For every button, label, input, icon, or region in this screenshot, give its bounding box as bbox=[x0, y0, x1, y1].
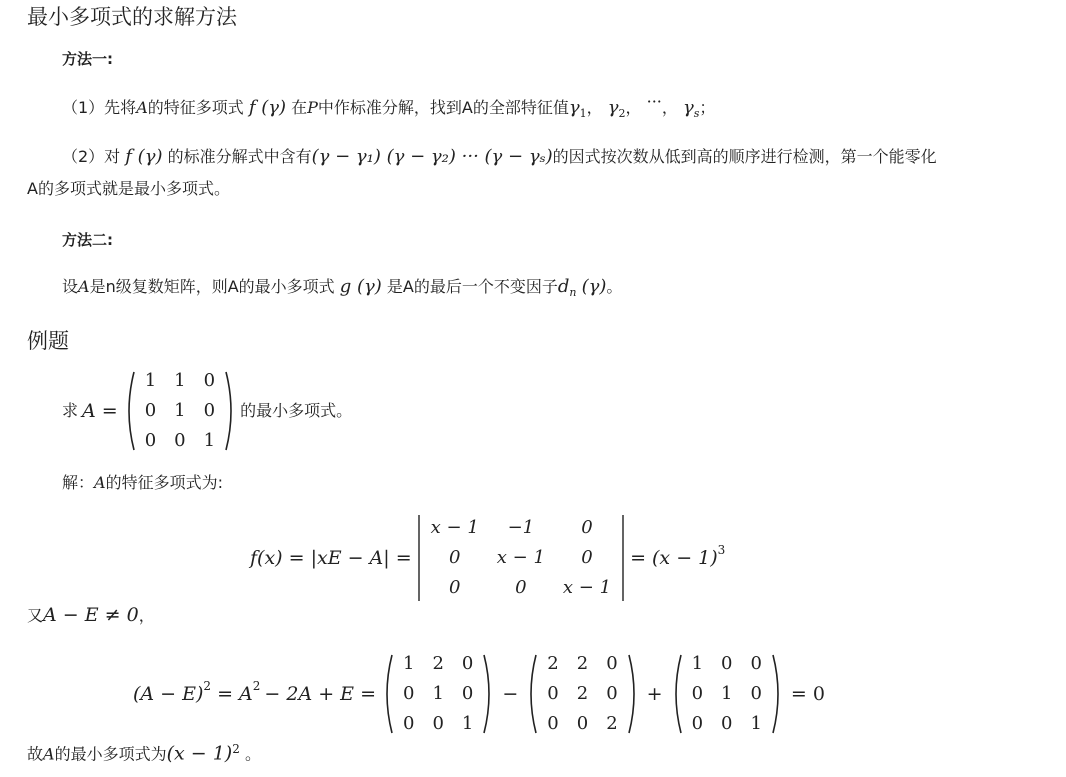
matrix-row bbox=[136, 396, 224, 426]
m3-left-paren bbox=[669, 653, 683, 735]
matrix-cell: 2 bbox=[576, 653, 589, 674]
square-equation: (A − E) $^2$ = A $^2$ − 2A + E = 1 2 0 0 1 0 0 0 1 − 2 2 0 0 2 0 0 0 2 + 1 0 0 0 1 0 0 0 1 = 0 bbox=[133, 649, 825, 739]
matrix-cell: 0 bbox=[606, 653, 618, 674]
matrix-cell: x − 1 bbox=[496, 547, 545, 568]
matrix-cell: 0 bbox=[432, 713, 444, 734]
matrix-cell: 0 bbox=[581, 547, 593, 568]
matrix-cell: 0 bbox=[606, 683, 618, 704]
matrix-cell: 0 bbox=[721, 713, 733, 734]
method2-text: 设A是n级复数矩阵，则A的最小多项式 g (γ) 是A的最后一个不变因子$d_n$ (γ)。 bbox=[62, 276, 623, 300]
matrix-row bbox=[422, 513, 620, 543]
matrix-right-paren bbox=[224, 370, 238, 452]
matrix-row bbox=[683, 709, 771, 739]
example-prompt: 求 A = 1 1 0 0 1 0 0 0 1 的最小多项式。 bbox=[62, 366, 352, 456]
matrix-cell: 0 bbox=[691, 683, 704, 704]
m3-right-paren bbox=[771, 653, 785, 735]
matrix-row bbox=[683, 679, 771, 709]
matrix-A bbox=[136, 366, 224, 456]
matrix-cell: 0 bbox=[448, 577, 461, 598]
matrix-cell: 1 bbox=[403, 653, 415, 674]
conclusion-line: 故A的最小多项式为$(x - 1)^2$ 。 bbox=[27, 742, 261, 765]
determinant-equation: f(x) = |xE − A| = x − 1 −1 0 0 x − 1 0 0 0 x − 1 = (x − 1) $^3$ bbox=[250, 513, 725, 603]
matrix-row bbox=[538, 679, 626, 709]
matrix-cell: 2 bbox=[576, 683, 589, 704]
matrix-row bbox=[394, 709, 482, 739]
page-title: 最小多项式的求解方法 bbox=[27, 5, 237, 29]
method2-heading: 方法二: bbox=[62, 231, 113, 249]
matrix-cell: 1 bbox=[691, 653, 704, 674]
matrix-cell: 2 bbox=[432, 653, 444, 674]
matrix-cell: 1 bbox=[174, 400, 186, 421]
example-heading: 例题 bbox=[27, 329, 69, 353]
matrix-row bbox=[394, 649, 482, 679]
matrix-cell: 0 bbox=[691, 713, 704, 734]
matrix-cell: 2 bbox=[547, 653, 559, 674]
matrix-cell: 1 bbox=[174, 370, 186, 391]
matrix-cell: 1 bbox=[203, 430, 216, 451]
matrix-m2 bbox=[538, 649, 626, 739]
matrix-cell: 2 bbox=[606, 713, 618, 734]
m2-right-paren bbox=[627, 653, 641, 735]
matrix-row bbox=[422, 573, 620, 603]
matrix-cell: 0 bbox=[174, 430, 186, 451]
matrix-cell: 0 bbox=[144, 430, 157, 451]
solution-intro: 解：A的特征多项式为: bbox=[62, 473, 223, 492]
matrix-cell: 0 bbox=[515, 577, 527, 598]
matrix-cell: 1 bbox=[144, 370, 157, 391]
matrix-row bbox=[422, 543, 620, 573]
matrix-cell: 0 bbox=[576, 713, 589, 734]
matrix-cell: 0 bbox=[750, 683, 762, 704]
matrix-cell: 0 bbox=[403, 683, 415, 704]
matrix-row bbox=[538, 649, 626, 679]
matrix-cell: x − 1 bbox=[562, 577, 612, 598]
matrix-cell: 1 bbox=[461, 713, 474, 734]
matrix-cell: 0 bbox=[144, 400, 157, 421]
method1-step2: （2）对 f (γ) 的标准分解式中含有(γ − γ₁) (γ − γ₂) ··· (γ − γₛ)的因式按次数从低到高的顺序进行检测，第一个能零化 bbox=[62, 146, 937, 167]
matrix-m3 bbox=[683, 649, 771, 739]
method1-step2-line2: A的多项式就是最小多项式。 bbox=[27, 179, 230, 198]
method1-step1: （1）先将A的特征多项式 f (γ) 在P中作标准分解，找到A的全部特征值$\gamma_1$， $\gamma_2$， ···， $\gamma_s$； bbox=[62, 92, 716, 121]
matrix-cell: 0 bbox=[203, 400, 216, 421]
method1-heading: 方法一: bbox=[62, 50, 113, 68]
matrix-m1 bbox=[394, 649, 482, 739]
matrix-row bbox=[136, 366, 224, 396]
matrix-cell: 0 bbox=[203, 370, 216, 391]
matrix-cell: 1 bbox=[432, 683, 444, 704]
matrix-cell: 0 bbox=[403, 713, 415, 734]
matrix-row bbox=[136, 426, 224, 456]
matrix-cell: 0 bbox=[547, 683, 559, 704]
matrix-cell: 0 bbox=[461, 683, 474, 704]
matrix-cell: −1 bbox=[507, 517, 535, 538]
again-line: 又A − E ≠ 0， bbox=[27, 604, 155, 626]
matrix-left-paren bbox=[122, 370, 136, 452]
m1-right-paren bbox=[482, 653, 496, 735]
determinant-matrix bbox=[422, 513, 620, 603]
matrix-row bbox=[394, 679, 482, 709]
matrix-cell: x − 1 bbox=[430, 517, 479, 538]
m1-left-paren bbox=[380, 653, 394, 735]
matrix-cell: 0 bbox=[721, 653, 733, 674]
matrix-cell: 0 bbox=[448, 547, 461, 568]
matrix-cell: 1 bbox=[750, 713, 762, 734]
m2-left-paren bbox=[524, 653, 538, 735]
matrix-cell: 1 bbox=[721, 683, 733, 704]
matrix-cell: 0 bbox=[750, 653, 762, 674]
matrix-cell: 0 bbox=[581, 517, 593, 538]
matrix-cell: 0 bbox=[547, 713, 559, 734]
matrix-row bbox=[538, 709, 626, 739]
matrix-cell: 0 bbox=[461, 653, 474, 674]
matrix-row bbox=[683, 649, 771, 679]
det-right-bar bbox=[620, 513, 626, 603]
